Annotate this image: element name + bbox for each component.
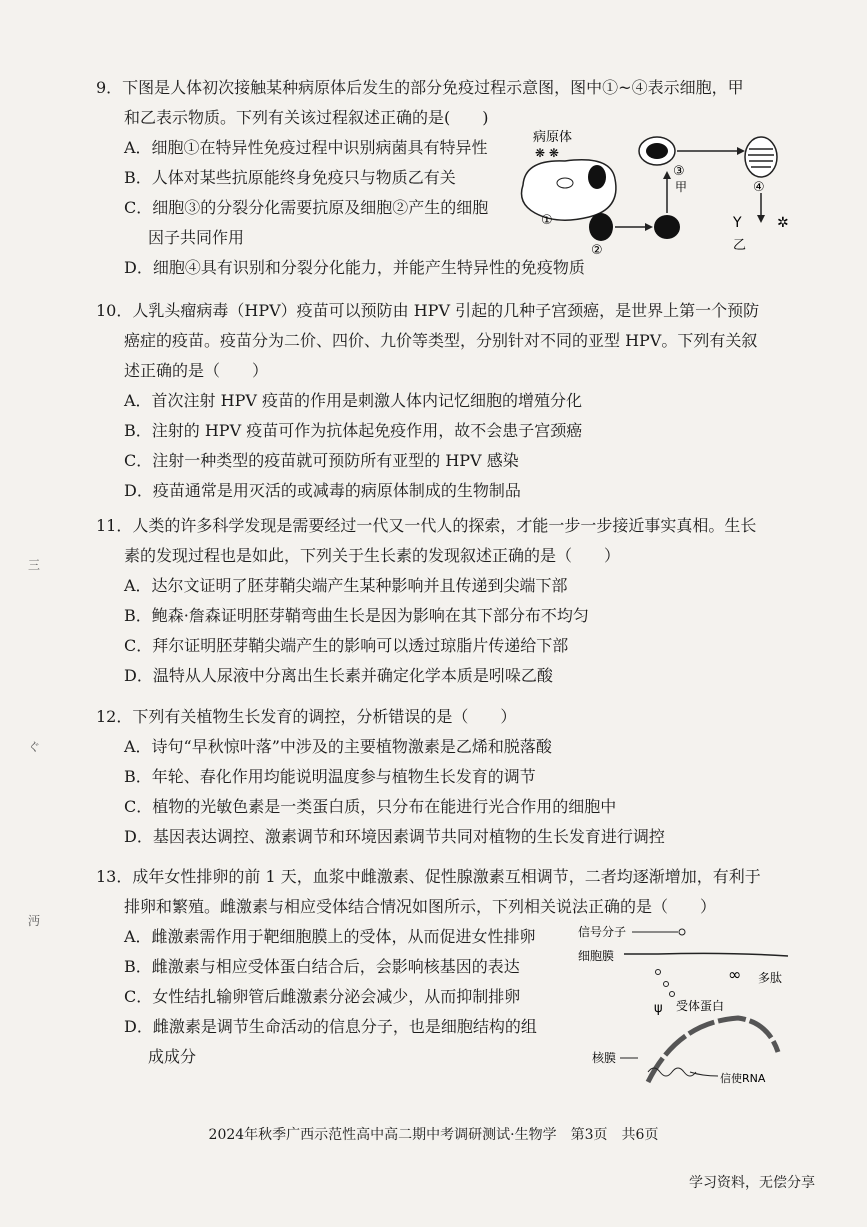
signal-molecule-label: 信号分子 — [578, 925, 627, 939]
receptor-icon: ψ — [654, 1001, 663, 1016]
cell-b-shape — [654, 215, 680, 239]
q12-option-c: C．植物的光敏色素是一类蛋白质，只分布在能进行光合作用的细胞中 — [124, 797, 617, 816]
mrna-label: 信使RNA — [720, 1072, 766, 1085]
margin-mark-2: ぐ — [28, 740, 41, 754]
estrogen-receptor-figure — [578, 922, 808, 1092]
receptor-protein-label: 受体蛋白 — [676, 999, 725, 1013]
q13-stem-line2: 排卵和繁殖。雌激素与相应受体结合情况如图所示，下列相关说法正确的是（ ） — [124, 897, 717, 916]
q12-option-d: D．基因表达调控、激素调节和环境因素调节共同对植物的生长发育进行调控 — [124, 827, 665, 846]
q12-stem-line1: 12．下列有关植物生长发育的调控，分析错误的是（ ） — [96, 707, 517, 726]
q13-option-d-cont: 成成分 — [148, 1047, 197, 1066]
q12-option-a: A．诗句“早秋惊叶落”中涉及的主要植物激素是乙烯和脱落酸 — [124, 737, 552, 756]
q13-option-b: B．雌激素与相应受体蛋白结合后，会影响核基因的表达 — [124, 957, 520, 976]
q9-stem-line2: 和乙表示物质。下列有关该过程叙述正确的是( ) — [124, 108, 489, 127]
q10-option-c: C．注射一种类型的疫苗就可预防所有亚型的 HPV 感染 — [124, 451, 519, 470]
q9-option-c-cont: 因子共同作用 — [148, 228, 245, 247]
antibody-icon: Y — [733, 215, 742, 231]
nuclear-membrane-label: 核膜 — [592, 1051, 617, 1065]
page-footer: 2024年秋季广西示范性高中高二期中考调研测试·生物学 第3页 共6页 — [208, 1127, 659, 1143]
margin-mark-1: 三 — [28, 558, 41, 572]
q13-option-a: A．雌激素需作用于靶细胞膜上的受体，从而促进女性排卵 — [124, 927, 536, 946]
q10-option-d: D．疫苗通常是用灭活的或减毒的病原体制成的生物制品 — [124, 481, 521, 500]
q9-stem-line1: 9．下图是人体初次接触某种病原体后发生的部分免疫过程示意图，图中①~④表示细胞，甲 — [96, 78, 744, 97]
signal-molecule-icon — [679, 929, 685, 935]
q11-stem-line2: 素的发现过程也是如此，下列关于生长素的发现叙述正确的是（ ） — [124, 546, 621, 565]
antigen-icon: ✲ — [777, 215, 789, 231]
q9-option-c: C．细胞③的分裂分化需要抗原及细胞②产生的细胞 — [124, 198, 489, 217]
question-10 — [96, 296, 806, 506]
q10-stem-line3: 述正确的是（ ） — [124, 361, 269, 380]
cell-1-label: ① — [541, 213, 553, 228]
corner-note: 学习资料，无偿分享 — [689, 1175, 815, 1191]
cell-1-nucleus — [588, 165, 606, 189]
question-11 — [96, 511, 806, 691]
q13-stem-line1: 13．成年女性排卵的前 1 天，血浆中雌激素、促性腺激素互相调节，二者均逐渐增加，有利于 — [96, 867, 761, 886]
pathogen-icon: ❋ ❋ — [535, 146, 559, 160]
substance-yi: 乙 — [733, 238, 747, 253]
q9-option-b: B．人体对某些抗原能终身免疫只与物质乙有关 — [124, 168, 456, 187]
q13-option-d: D．雌激素是调节生命活动的信息分子，也是细胞结构的组 — [124, 1017, 537, 1036]
cell-2-label: ② — [591, 243, 603, 258]
q12-option-b: B．年轮、春化作用均能说明温度参与植物生长发育的调节 — [124, 767, 536, 786]
cell-1-vesicle — [557, 178, 573, 188]
cell-3-label: ③ — [673, 164, 685, 179]
q11-option-d: D．温特从人尿液中分离出生长素并确定化学本质是吲哚乙酸 — [124, 666, 553, 685]
q11-option-c: C．拜尔证明胚芽鞘尖端产生的影响可以透过琼脂片传递给下部 — [124, 636, 569, 655]
q11-stem-line1: 11．人类的许多科学发现是需要经过一代又一代人的探索，才能一步一步接近事实真相。生长 — [96, 516, 757, 535]
peptide-icon: ∞ — [728, 965, 742, 984]
q10-stem-line2: 癌症的疫苗。疫苗分为二价、四价、九价等类型，分别针对不同的亚型 HPV。下列有关叙 — [124, 331, 758, 350]
margin-mark-3: 沔 — [28, 914, 41, 928]
q10-option-a: A．首次注射 HPV 疫苗的作用是刺激人体内记忆细胞的增殖分化 — [124, 391, 583, 410]
q10-option-b: B．注射的 HPV 疫苗可作为抗体起免疫作用，故不会患子宫颈癌 — [124, 421, 583, 440]
pathogen-label: 病原体 — [533, 130, 573, 145]
q11-option-a: A．达尔文证明了胚芽鞘尖端产生某种影响并且传递到尖端下部 — [124, 576, 568, 595]
q9-option-a: A．细胞①在特异性免疫过程中识别病菌具有特异性 — [124, 138, 488, 157]
q10-stem-line1: 10．人乳头瘤病毒（HPV）疫苗可以预防由 HPV 引起的几种子宫颈癌，是世界上第一个预防 — [96, 301, 760, 320]
cell-membrane-line — [624, 953, 788, 956]
cell-2-shape — [589, 213, 613, 241]
q11-option-b: B．鲍森·詹森证明胚芽鞘弯曲生长是因为影响在其下部分布不均匀 — [124, 606, 589, 625]
substance-jia: 甲 — [675, 180, 688, 194]
q13-option-c: C．女性结扎输卵管后雌激素分泌会减少，从而抑制排卵 — [124, 987, 521, 1006]
q9-option-d: D．细胞④具有识别和分裂分化能力，并能产生特异性的免疫物质 — [124, 258, 585, 277]
cell-membrane-label: 细胞膜 — [578, 949, 615, 963]
immune-process-figure — [515, 127, 805, 267]
cell-4-label: ④ — [753, 180, 765, 195]
peptide-label: 多肽 — [758, 971, 783, 985]
cell-4-shape — [745, 137, 777, 177]
question-12 — [96, 702, 806, 852]
